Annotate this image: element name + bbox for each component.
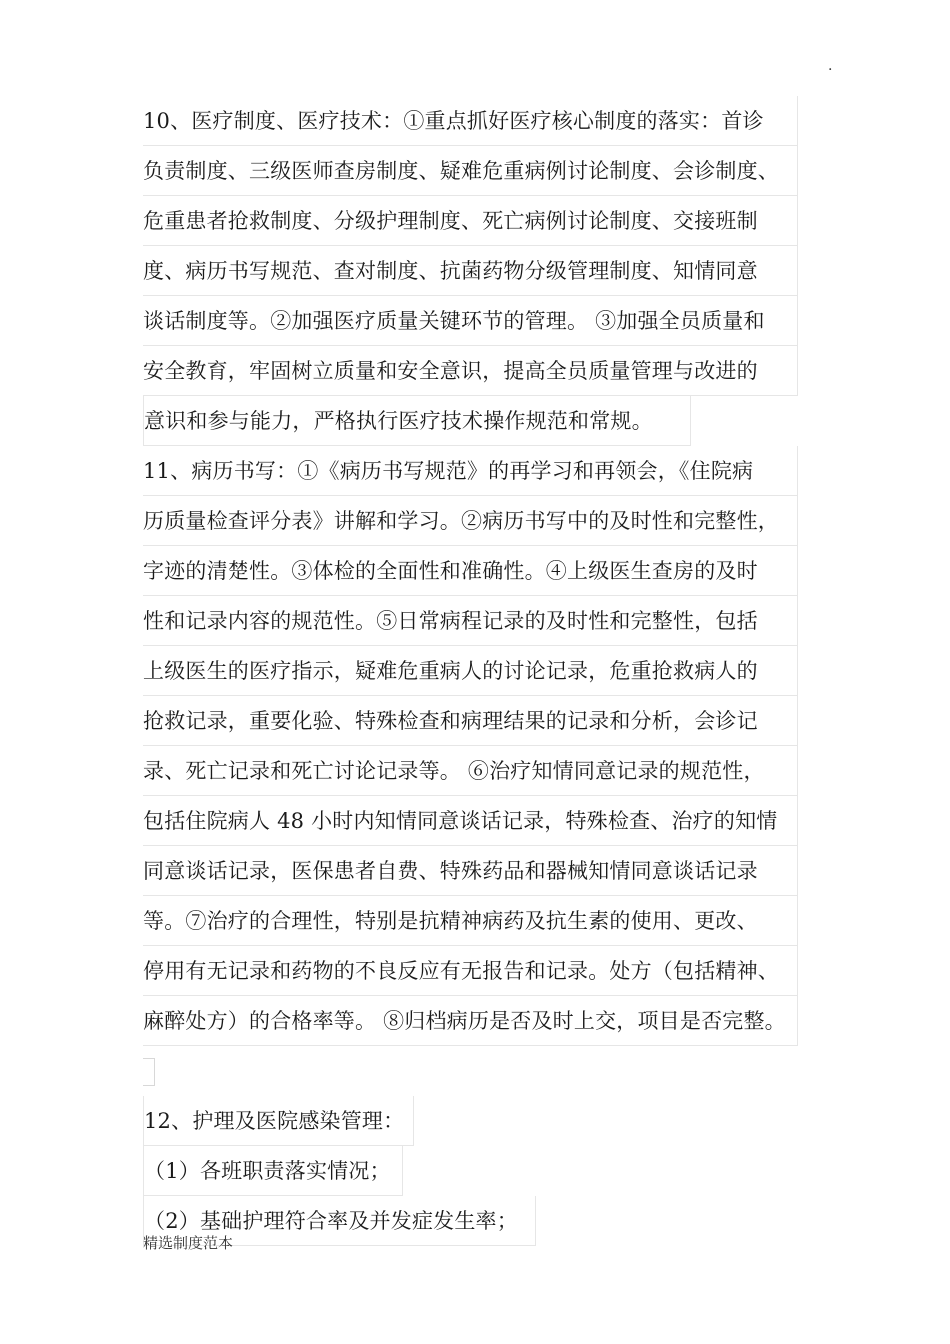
text-line: 11、病历书写：①《病历书写规范》的再学习和再领会，《住院病 [143, 446, 798, 496]
text-line: 停用有无记录和药物的不良反应有无报告和记录。处方（包括精神、 [143, 946, 798, 996]
text-line: 录、死亡记录和死亡讨论记录等。 ⑥治疗知情同意记录的规范性， [143, 746, 798, 796]
text-line: 历质量检查评分表》讲解和学习。②病历书写中的及时性和完整性， [143, 496, 798, 546]
text-line: 包括住院病人 48 小时内知情同意谈话记录，特殊检查、治疗的知情 [143, 796, 798, 846]
list-item: （2）基础护理符合率及并发症发生率； [143, 1196, 536, 1246]
document-body [143, 96, 798, 1246]
text-line: 负责制度、三级医师查房制度、疑难危重病例讨论制度、会诊制度、 [143, 146, 798, 196]
text-line: 10、医疗制度、医疗技术：①重点抓好医疗核心制度的落实：首诊 [143, 96, 798, 146]
page-footer: 精选制度范本 [143, 1234, 234, 1252]
text-line: 安全教育，牢固树立质量和安全意识，提高全员质量管理与改进的 [143, 346, 798, 396]
list-item: （1）各班职责落实情况； [143, 1146, 403, 1196]
page-marker: . [828, 58, 833, 74]
text-line: 抢救记录，重要化验、特殊检查和病理结果的记录和分析，会诊记 [143, 696, 798, 746]
text-line: 等。⑦治疗的合理性，特别是抗精神病药及抗生素的使用、更改、 [143, 896, 798, 946]
text-line: 意识和参与能力，严格执行医疗技术操作规范和常规。 [143, 396, 691, 446]
text-line: 性和记录内容的规范性。⑤日常病程记录的及时性和完整性，包括 [143, 596, 798, 646]
text-line: 字迹的清楚性。③体检的全面性和准确性。④上级医生查房的及时 [143, 546, 798, 596]
text-line: 度、病历书写规范、查对制度、抗菌药物分级管理制度、知情同意 [143, 246, 798, 296]
section-heading: 12、护理及医院感染管理： [143, 1096, 414, 1146]
empty-line-box [143, 1058, 155, 1086]
text-line: 同意谈话记录，医保患者自费、特殊药品和器械知情同意谈话记录 [143, 846, 798, 896]
text-line: 谈话制度等。②加强医疗质量关键环节的管理。 ③加强全员质量和 [143, 296, 798, 346]
text-line: 上级医生的医疗指示，疑难危重病人的讨论记录，危重抢救病人的 [143, 646, 798, 696]
text-line: 麻醉处方）的合格率等。 ⑧归档病历是否及时上交，项目是否完整。 [143, 996, 798, 1046]
text-line: 危重患者抢救制度、分级护理制度、死亡病例讨论制度、交接班制 [143, 196, 798, 246]
